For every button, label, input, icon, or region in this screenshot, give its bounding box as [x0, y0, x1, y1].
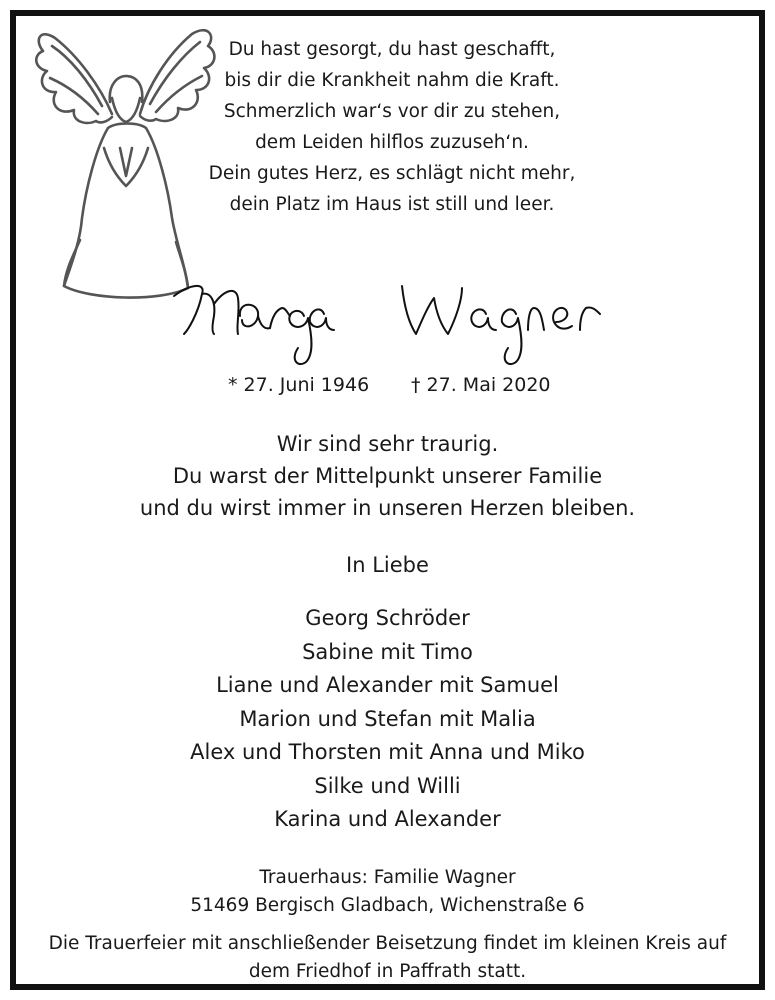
family-member: Karina und Alexander	[274, 807, 501, 831]
funeral-note	[16, 930, 759, 986]
poem-line: Du hast gesorgt, du hast geschafft,	[228, 39, 556, 60]
poem-line: dem Leiden hilflos zuzuseh‘n.	[255, 132, 529, 153]
address-line: Trauerhaus: Familie Wagner	[259, 867, 516, 888]
poem-line: bis dir die Krankheit nahm die Kraft.	[224, 70, 560, 91]
family-member: Sabine mit Timo	[302, 639, 473, 664]
family-member: Silke und Willi	[314, 773, 461, 798]
life-dates	[16, 374, 759, 404]
obituary-notice	[10, 10, 765, 990]
family-member: Alex und Thorsten mit Anna und Miko	[190, 740, 585, 764]
death-date: † 27. Mai 2020	[411, 374, 551, 396]
family-list	[16, 602, 759, 837]
family-member: Marion und Stefan mit Malia	[239, 706, 536, 731]
poem-line: Schmerzlich war‘s vor dir zu stehen,	[223, 101, 561, 122]
message-line: Wir sind sehr traurig.	[276, 432, 499, 456]
poem-line: Dein gutes Herz, es schlägt nicht mehr,	[208, 163, 576, 184]
closing-phrase: In Liebe	[346, 553, 429, 577]
family-member: Liane und Alexander mit Samuel	[216, 673, 559, 697]
funeral-line: dem Friedhof in Paffrath statt.	[248, 961, 527, 982]
family-member: Georg Schröder	[305, 606, 470, 630]
message-line: und du wirst immer in unseren Herzen bleiben.	[139, 496, 636, 520]
poem-line: dein Platz im Haus ist still und leer.	[229, 194, 555, 215]
name-signature	[166, 264, 636, 374]
birth-date: * 27. Juni 1946	[228, 374, 370, 396]
condolence-message	[16, 428, 759, 524]
poem	[202, 34, 582, 220]
message-line: Du warst der Mittelpunkt unserer Familie	[172, 464, 603, 488]
address-line: 51469 Bergisch Gladbach, Wichenstraße 6	[190, 895, 585, 916]
mourning-house-address	[16, 864, 759, 920]
funeral-line: Die Trauerfeier mit anschließender Beisetzung findet im kleinen Kreis auf	[48, 933, 727, 954]
